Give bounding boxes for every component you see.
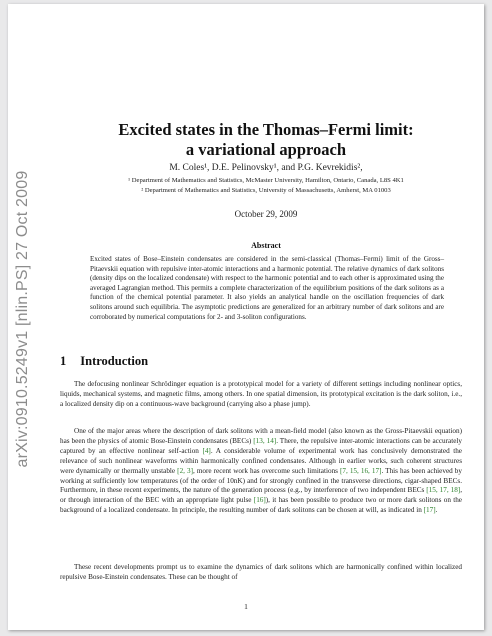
section-number: 1: [60, 354, 67, 368]
arxiv-stamp: [12, 154, 34, 484]
paper-page: [8, 4, 484, 630]
paragraph-text: .: [435, 506, 438, 515]
arxiv-stamp-text: arXiv:0910.5249v1 [nlin.PS] 27 Oct 2009: [14, 170, 31, 468]
title-line-2: a variational approach: [185, 140, 347, 159]
citation-link[interactable]: [16]: [253, 496, 266, 505]
paper-title: [68, 120, 464, 160]
paragraph: [60, 380, 462, 410]
abstract-heading: Abstract: [251, 241, 281, 250]
citation-link[interactable]: [2, 3]: [177, 466, 193, 475]
paragraph-text: One of the major areas where the description of dark solitons with a mean-field model (also known as the Gross-Pitaevskii equation) has been the physics of atomic Bose-Einstein condensates (BECs): [60, 427, 462, 445]
section-heading: [60, 354, 148, 369]
paragraph-text: The defocusing nonlinear Schrödinger equation is a prototypical model for a variety of different settings including nonlinear optics, liquids, mechanical systems, and magnetic films, among others. In one spatial dimension, its prototypical excitation is the dark soliton, i.e., a localized density dip on a continuous-wave background (carrying also a phase jump).: [60, 380, 462, 408]
affiliation-2: ² Department of Mathematics and Statistics, University of Massachusetts, Amherst, MA 01003: [141, 187, 391, 194]
paragraph-text: ), it has been possible to produce two or more dark solitons on the background of a localized condensate. In principle, the resulting number of dark solitons can be chosen at will, as indicated in: [60, 496, 462, 515]
citation-link[interactable]: [7, 15, 16, 17]: [340, 466, 382, 475]
paragraph-text: . A considerable volume of experimental work has conclusively demonstrated the relevance of such nonlinear waveforms within harmonically confined condensates. Although in earlier works, such coherent structures were dynamically or thermally unstable: [60, 446, 462, 475]
section-title: Introduction: [80, 354, 149, 368]
affiliation-1: ¹ Department of Mathematics and Statistics, McMaster University, Hamilton, Ontario, Canada, L8S 4K1: [128, 177, 404, 184]
paragraph-text: , or through interaction of the BEC with an appropriate light pulse: [60, 486, 462, 505]
paragraph-text: . This has been achieved by working at sufficiently low temperatures (of the order of 10nK) and for strongly confined in the transverse directions, cigar-shaped BECs. Furthermore, in these recent experiments, the nature of the generation process (e.g., by interference of two independent BECs: [60, 466, 462, 495]
abstract-text: Excited states of Bose–Einstein condensates are considered in the semi-classical (Thomas–Fermi) limit of the Gross–Pitaevskii equation with repulsive inter-atomic interactions and a harmonic potential. The relative dynamics of dark solitons (density dips on the localized condensate) with respect to the harmonic potential and to each other is approximated using the averaged Lagrangian method. This permits a complete characterization of the equilibrium positions of the dark solitons as a function of the chemical potential parameter. It also yields an analytical handle on the oscillation frequencies of dark solitons around such equilibria. The asymptotic predictions are generalized for an arbitrary number of dark solitons and are corroborated by numerical computations for 2- and 3-soliton configurations.: [90, 255, 444, 321]
citation-link[interactable]: [4]: [202, 446, 211, 455]
paragraph-text: , more recent work has overcome such limitations: [192, 466, 341, 475]
title-line-1: Excited states in the Thomas–Fermi limit:: [118, 120, 414, 139]
paragraph-text: . There, the repulsive inter-atomic interactions can be accurately captured by an effective nonlinear self-action: [60, 436, 462, 455]
paragraph-text: These recent developments prompt us to examine the dynamics of dark solitons which are harmonically confined within localized repulsive Bose-Einstein condensates. These can be thought of: [60, 563, 462, 581]
paragraph: [60, 563, 462, 583]
citation-link[interactable]: [13, 14]: [253, 436, 277, 445]
paragraph: [60, 427, 462, 516]
citation-link[interactable]: [15, 17, 18]: [426, 486, 461, 495]
page-number: 1: [244, 602, 248, 611]
paper-date: October 29, 2009: [234, 209, 298, 219]
citation-link[interactable]: [17]: [423, 506, 436, 515]
author-list: M. Coles¹, D.E. Pelinovsky¹, and P.G. Kevrekidis²,: [169, 163, 363, 173]
